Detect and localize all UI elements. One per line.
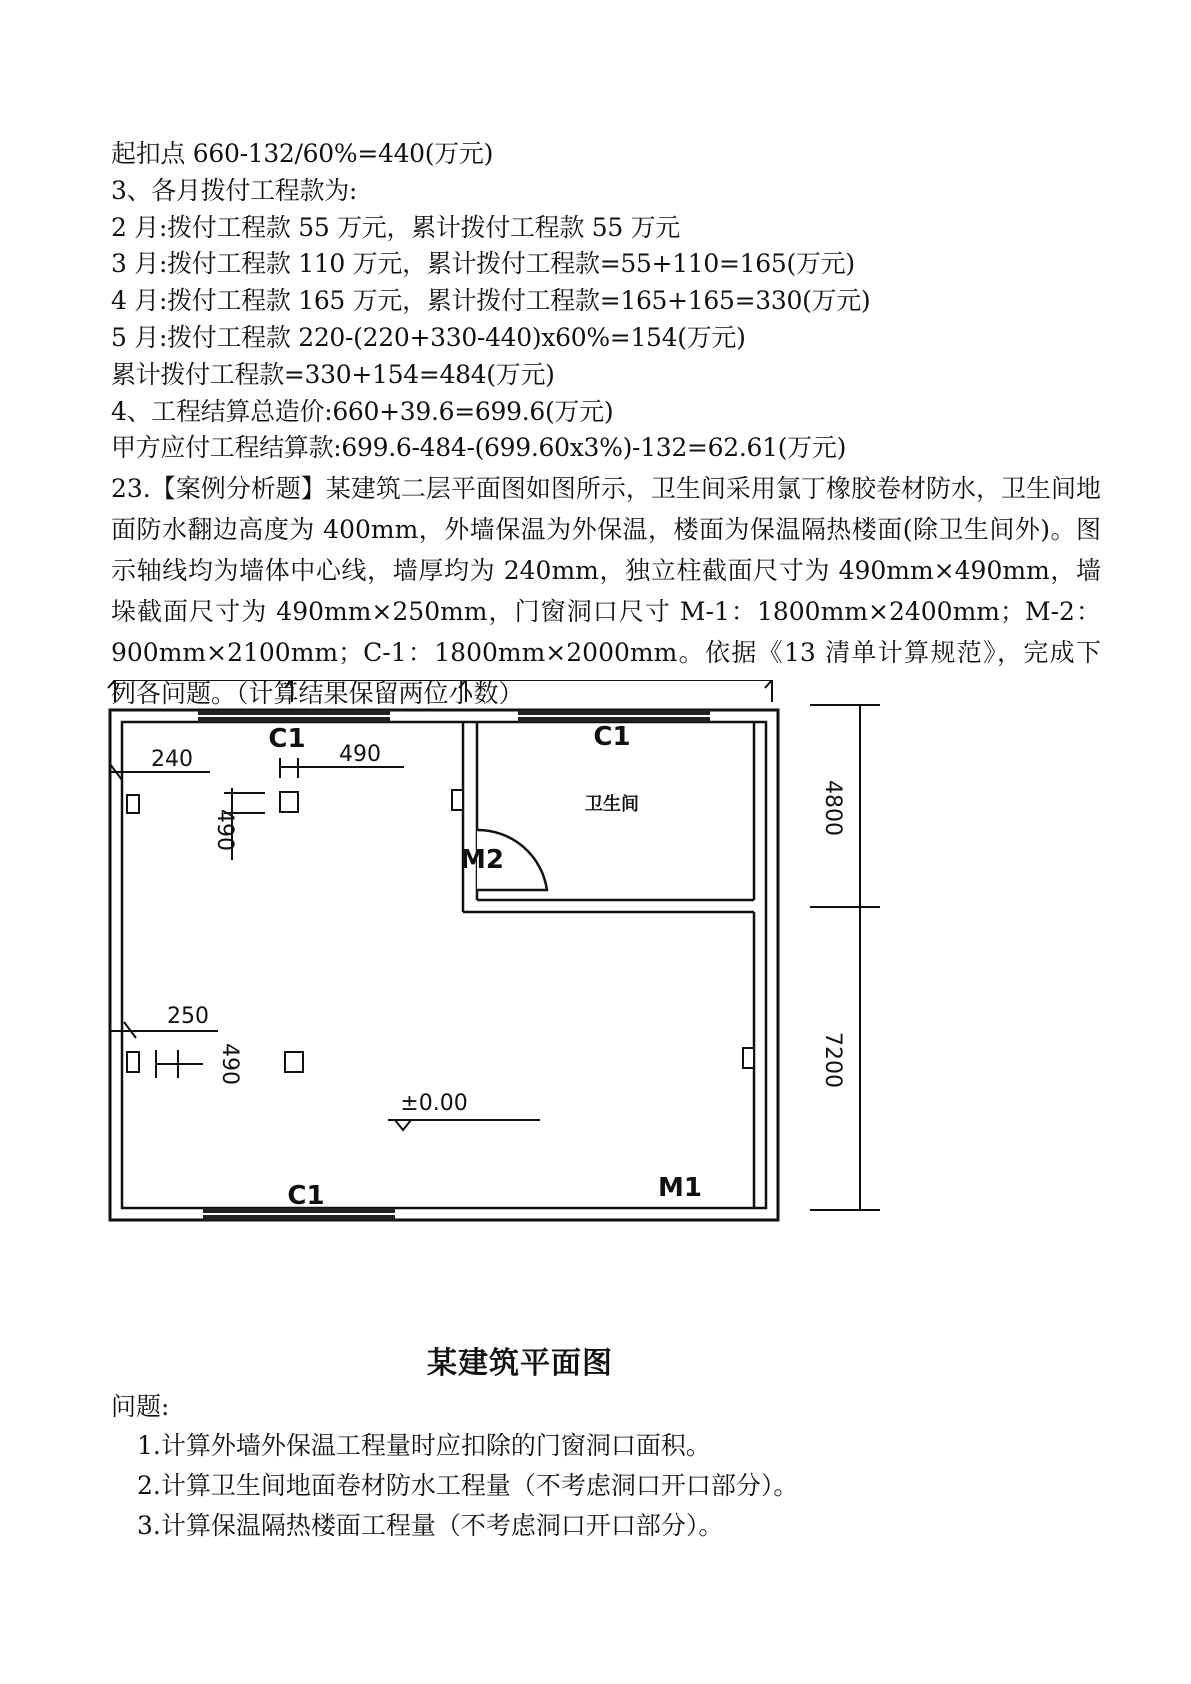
text-line: 3、各月拨付工程款为: — [111, 175, 358, 205]
text-line: 甲方应付工程结算款:699.6-484-(699.60x3%)-132=62.61(万元) — [111, 433, 847, 463]
text-line: 4、工程结算总造价:660+39.6=699.6(万元) — [111, 396, 614, 426]
window-label-c1: C1 — [268, 724, 306, 754]
question-item: 3.计算保温隔热楼面工程量（不考虑洞口开口部分）。 — [137, 1511, 724, 1540]
pilaster — [127, 1052, 139, 1072]
questions-section — [111, 1388, 1101, 1546]
floor-plan — [100, 680, 980, 1320]
dim-column-label: 490 — [339, 742, 381, 767]
plan-title: 某建筑平面图 — [427, 1346, 613, 1381]
dim-wall-label: 240 — [151, 747, 193, 772]
case-paragraph: 23.【案例分析题】某建筑二层平面图如图所示，卫生间采用氯丁橡胶卷材防水，卫生间地面防水翻边高度为 400mm，外墙保温为外保温，楼面为保温隔热楼面(除卫生间外)。图示轴线均为墙体中心线，墙厚均为 240mm，独立柱截面尺寸为 490mm×490mm，墙垛截面尺寸为 490mm×250mm，门窗洞口尺寸 M-1：1800mm×2400mm；M-2：900mm×2100mm；C-1：1800mm×2000mm。依据《13 清单计算规范》，完成下列各问题。（计算结果保留两位小数） — [111, 474, 1101, 709]
calculation-text — [111, 136, 1101, 714]
pilaster — [127, 795, 139, 813]
question-item: 1.计算外墙外保温工程量时应扣除的门窗洞口面积。 — [137, 1431, 711, 1460]
window-label-c1: C1 — [287, 1181, 325, 1211]
door-label-m1: M1 — [658, 1173, 702, 1203]
text-line: 3 月:拨付工程款 110 万元，累计拨付工程款=55+110=165(万元) — [111, 249, 855, 279]
window-label-c1: C1 — [593, 722, 631, 752]
column — [280, 792, 298, 812]
dim-right-1: 4800 — [820, 780, 845, 836]
pilaster — [452, 790, 463, 810]
dim-pilaster-vertical: 490 — [217, 1043, 242, 1085]
text-line: 2 月:拨付工程款 55 万元，累计拨付工程款 55 万元 — [111, 212, 680, 242]
text-line: 5 月:拨付工程款 220-(220+330-440)x60%=154(万元) — [111, 322, 746, 352]
door-label-m2: M2 — [460, 845, 504, 875]
question-item: 2.计算卫生间地面卷材防水工程量（不考虑洞口开口部分）。 — [137, 1471, 799, 1500]
dim-right-2: 7200 — [820, 1032, 845, 1088]
column — [285, 1052, 303, 1072]
text-line: 累计拨付工程款=330+154=484(万元) — [111, 359, 555, 389]
elevation-label: ±0.00 — [400, 1091, 468, 1116]
dim-column-vertical: 490 — [212, 809, 237, 851]
room-label-bathroom: 卫生间 — [585, 794, 639, 815]
text-line: 起扣点 660-132/60%=440(万元) — [111, 139, 494, 168]
outer-wall-outside — [110, 710, 778, 1220]
dim-pilaster-label: 250 — [167, 1004, 209, 1029]
pilaster — [743, 1048, 754, 1068]
questions-heading: 问题: — [111, 1392, 170, 1421]
text-line: 4 月:拨付工程款 165 万元，累计拨付工程款=165+165=330(万元) — [111, 286, 871, 316]
outer-wall-inside — [122, 722, 766, 1208]
